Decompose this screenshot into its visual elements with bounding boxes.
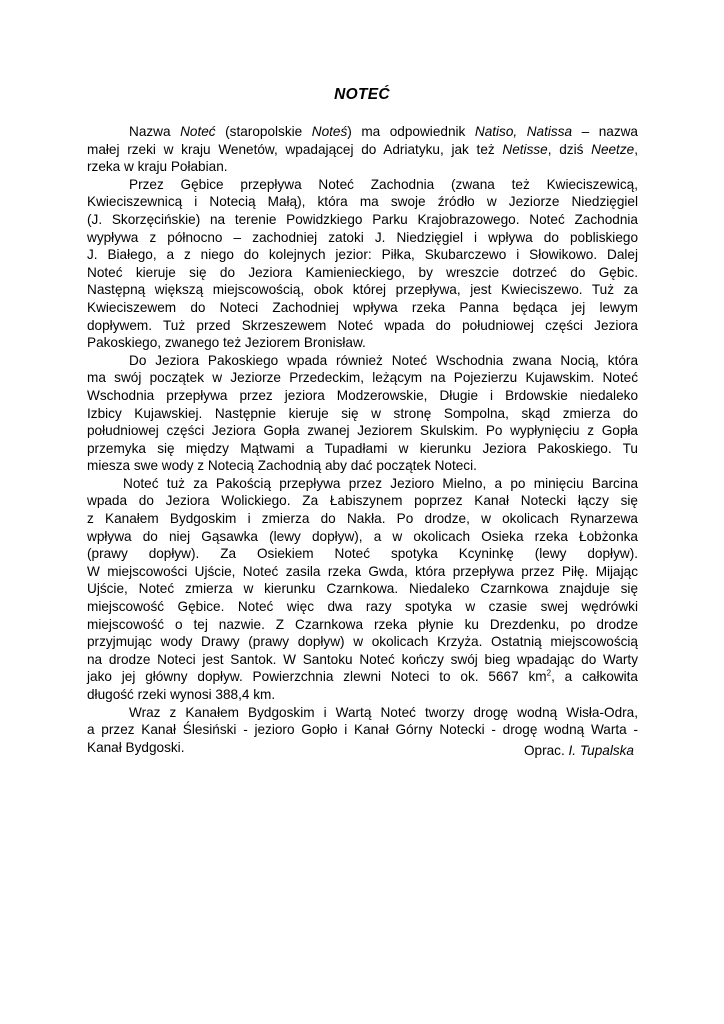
text-line: małej rzeki w kraju Wenetów, wpadającej do Adriatyku, jak też Netisse, dziś Neetze, — [87, 141, 638, 157]
text-line: Kanał Bydgoski. — [87, 739, 185, 755]
text-line: Nazwa Noteć (staropolskie Noteś) ma odpowiednik Natiso, Natissa – nazwa — [129, 124, 638, 139]
text-line: Pakoskiego, zwanego też Jeziorem Bronisław. — [87, 335, 366, 351]
text-line: Do Jeziora Pakoskiego wpada również Noteć Wschodnia zwana Nocią, która — [129, 352, 638, 368]
text-line: Wraz z Kanałem Bydgoskim i Wartą Noteć tworzy drogę wodną Wisła-Odra, — [129, 704, 638, 720]
text-line: miejscowość o tej nazwie. Z Czarnkowa rzeka płynie ku Drezdenku, po drodze — [87, 616, 638, 632]
text-line: (J. Skorzęcińskie) na terenie Powidzkiego Parku Krajobrazowego. Noteć Zachodnia — [87, 211, 638, 227]
text-line: południowej części Jeziora Gopła zwanej Jeziorem Skulskim. Po wypłynięciu z Gopła — [87, 423, 638, 439]
paragraph-1 — [87, 123, 638, 176]
text-line: jako jej główny dopływ. Powierzchnia zlewni Noteci to ok. 5667 $km^2$, a całkowita — [87, 668, 638, 685]
text-line: Ujście, Noteć zmierza w kierunku Czarnkowa. Niedaleko Czarnkowa znajduje się — [87, 581, 638, 597]
paragraph-3 — [87, 352, 638, 475]
text-line: Wschodnia przepływa przez jeziora Modzerowskie, Długie i Brdowskie niedaleko — [87, 387, 638, 403]
text-line: długość rzeki wynosi 388,4 km. — [87, 687, 276, 702]
text-line: rzeka w kraju Połabian. — [87, 159, 228, 175]
text-line: a przez Kanał Ślesiński - jezioro Gopło i Kanał Górny Notecki - drogę wodną Warta - — [87, 722, 638, 738]
paragraph-4 — [87, 475, 638, 704]
text-line: Przez Gębice przepływa Noteć Zachodnia (zwana też Kwieciszewicą, — [129, 176, 638, 192]
text-line: Kwieciszewem do Noteci Zachodniej wpływa rzeka Panna będąca jej lewym — [87, 299, 638, 315]
text-line: na drodze Noteci jest Santok. W Santoku Noteć kończy swój bieg wpadając do Warty — [87, 651, 638, 667]
text-line: W miejscowości Ujście, Noteć zasila rzeka Gwda, która przepływa przez Piłę. Mijając — [87, 563, 638, 579]
text-line: wpada do Jeziora Wolickiego. Za Łabiszynem poprzez Kanał Notecki łączy się — [87, 493, 638, 509]
text-line: przyjmując wody Drawy (prawy dopływ) w okolicach Krzyża. Ostatnią miejscowością — [87, 634, 638, 650]
text-line: Kwieciszewnicą i Notecią Małą), która ma swoje źródło w Jeziorze Niedzięgiel — [87, 194, 638, 210]
text-line: Izbicy Kujawskiej. Następnie kieruje się w stronę Sompolna, skąd zmierza do — [87, 405, 638, 421]
text-line: (prawy dopływ). Za Osiekiem Noteć spotyka Kcyninkę (lewy dopływ). — [87, 546, 638, 562]
author-signature: Oprac. I. Tupalska — [523, 743, 634, 758]
text-line: ma swój początek w Jeziorze Przedeckim, leżącym na Pojezierzu Kujawskim. Noteć — [87, 370, 638, 386]
text-line: z Kanałem Bydgoskim i zmierza do Nakła. Po drodze, w okolicach Rynarzewa — [87, 511, 638, 527]
text-line: wypływa z północno – zachodniej zatoki J. Niedzięgiel i wpływa do pobliskiego — [87, 229, 638, 245]
paragraph-2 — [87, 176, 638, 352]
text-line: J. Białego, a z niego do kolejnych jezior: Piłka, Skubarczewo i Słowikowo. Dalej — [87, 247, 638, 263]
text-line: miesza swe wody z Notecią Zachodnią aby dać początek Noteci. — [87, 458, 477, 474]
text-line: Noteć kieruje się do Jeziora Kamienieckiego, by wreszcie dotrzeć do Gębic. — [87, 264, 638, 280]
text-line: miejscowość Gębice. Noteć więc dwa razy spotyka w czasie swej wędrówki — [87, 599, 638, 615]
text-line: dopływem. Tuż przed Skrzeszewem Noteć wpada do południowej części Jeziora — [87, 317, 638, 333]
text-line: wpływa do niej Gąsawka (lewy dopływ), a w okolicach Osieka rzeka Łobżonka — [87, 528, 638, 544]
superscript: 2 — [546, 668, 552, 678]
text-line: przemyka się między Mątwami a Tupadłami w kierunku Jeziora Pakoskiego. Tu — [87, 440, 638, 456]
text-line: Następną większą miejscowością, obok której przepływa, jest Kwieciszewo. Tuż za — [87, 282, 638, 298]
document-title: NOTEĆ — [334, 86, 390, 103]
text-line: Noteć tuż za Pakością przepływa przez Jezioro Mielno, a po minięciu Barcina — [123, 475, 638, 491]
document-body — [87, 123, 638, 756]
